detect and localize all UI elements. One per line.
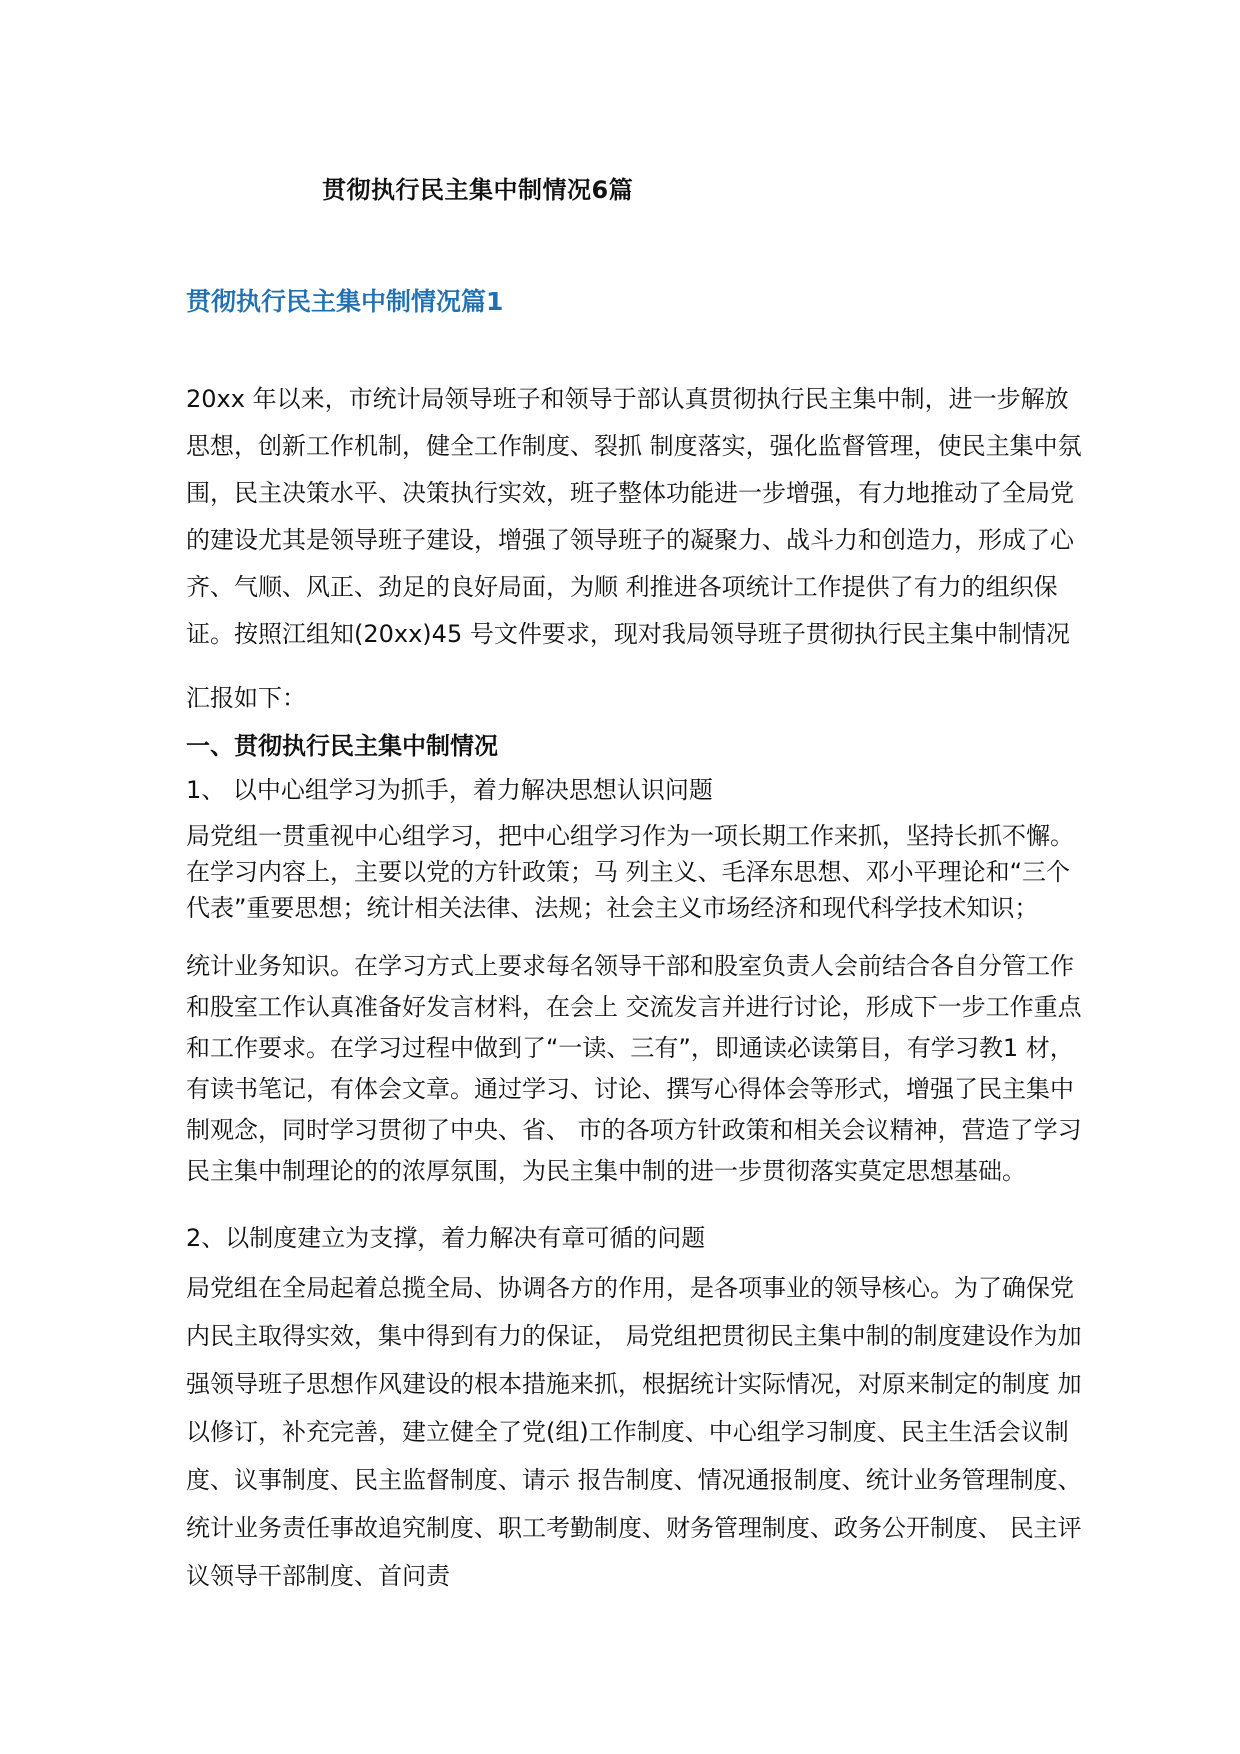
- report-line: 汇报如下：: [186, 684, 306, 712]
- item-two-heading: 2、以制度建立为支撑，着力解决有章可循的问题: [186, 1224, 706, 1252]
- study-paragraph-1: 局党组一贯重视中心组学习，把中心组学习作为一项长期工作来抓，坚持长抓不懈。在学习内容上，主要以党的方针政策；马 列主义、毛泽东思想、邓小平理论和“三个代表”重要思想；统计相关法律、法规；社会主义市场经济和现代科学技术知识；: [186, 822, 1074, 922]
- part-one-heading: 一、贯彻执行民主集中制情况: [186, 732, 498, 760]
- intro-paragraph: 20xx 年以来，市统计局领导班子和领导于部认真贯彻执行民主集中制，进一步解放思想，创新工作机制，健全工作制度、裂抓 制度落实，强化监督管理，使民主集中氛围，民主决策水平、决策执行实效，班子整体功能进一步增强，有力地推动了全局党 的建设尤其是领导班子建设，增强了领导班子的凝聚力、战斗力和创造力，形成了心齐、气顺、风正、劲足的良好局面，为顺 利推进各项统计工作提供了有力的组织保证。按照江组知(20xx)45 号文件要求，现对我局领导班子贯彻执行民主集中制情况: [186, 385, 1082, 648]
- section-heading: 贯彻执行民主集中制情况篇1: [186, 287, 504, 316]
- system-paragraph: 局党组在全局起着总揽全局、协调各方的作用，是各项事业的领导核心。为了确保党内民主取得实效，集中得到有力的保证， 局党组把贯彻民主集中制的制度建设作为加强领导班子思想作风建设的根本措施来抓，根据统计实际情况，对原来制定的制度 加以修订，补充完善，建立健全了党(组)工作制度、中心组学习制度、民主生活会议制度、议事制度、民主监督制度、请示 报告制度、情况通报制度、统计业务管理制度、统计业务责任事故追究制度、职工考勤制度、财务管理制度、政务公开制度、 民主评议领导干部制度、首问责: [186, 1274, 1082, 1590]
- study-paragraph-2: 统计业务知识。在学习方式上要求每名领导干部和股室负责人会前结合各自分管工作和股室工作认真准备好发言材料，在会上 交流发言并进行讨论，形成下一步工作重点和工作要求。在学习过程中做到了“一读、三有”，即通读必读第目，有学习教1 材，有读书笔记，有体会文章。通过学习、讨论、撰写心得体会等形式，增强了民主集中制观念，同时学习贯彻了中央、省、 市的各项方针政策和相关会议精神，营造了学习民主集中制理论的的浓厚氛围，为民主集中制的进一步贯彻落实莫定思想基础。: [186, 952, 1082, 1185]
- document-body: [186, 376, 1086, 1600]
- document-title: 贯彻执行民主集中制情况6篇: [322, 176, 634, 204]
- item-one-heading: 1、 以中心组学习为抓手，着力解决思想认识问题: [186, 776, 713, 804]
